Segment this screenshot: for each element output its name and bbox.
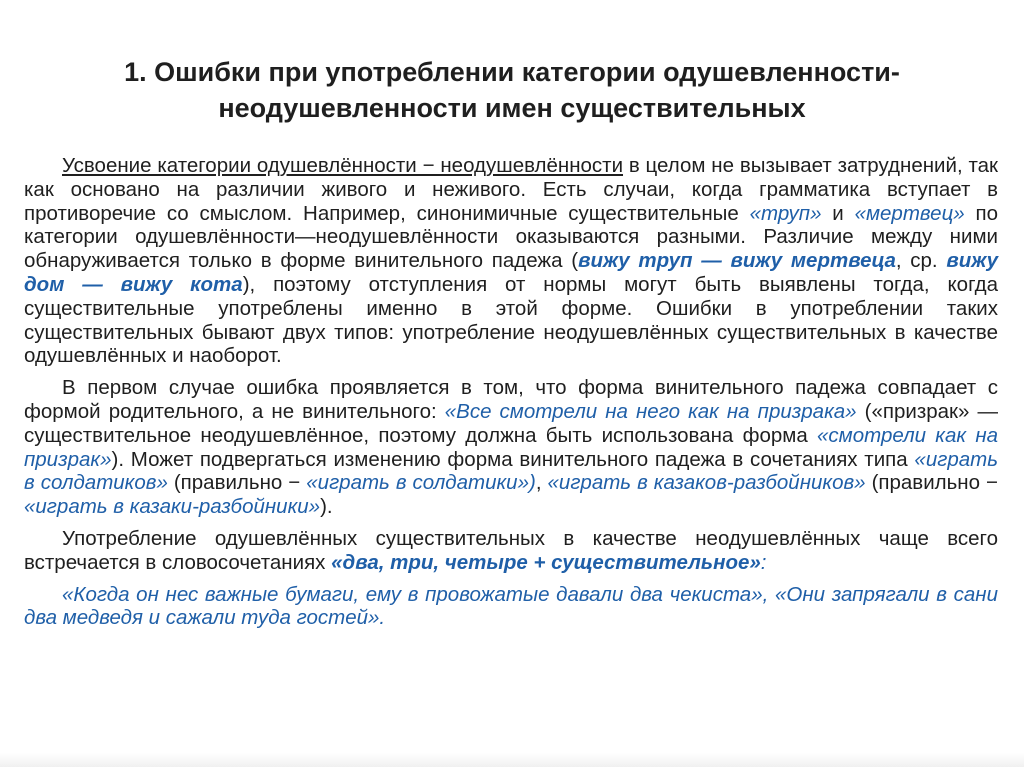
example: вижу труп — вижу мертвеца [578, 249, 896, 273]
example: «мертвец» [854, 201, 965, 225]
text: : [760, 550, 767, 574]
text: по категории одушевлённости—неодушевлённости оказываются разными. Различие между ними обнаруживается только в форме винительного падежа ( [24, 201, 998, 273]
example: «смотрели как на призрак» [24, 423, 998, 471]
example: «труп» [749, 201, 822, 225]
slide-title: 1. Ошибки при употреблении категории одушевленности-неодушевленности имен существительных [124, 57, 900, 123]
text: (правильно − [167, 471, 307, 495]
example: «играть в казаков-разбойников» [547, 471, 866, 495]
text: , ср. [895, 249, 947, 273]
text: и [821, 201, 855, 225]
paragraph-1 [24, 154, 998, 368]
example: «Когда он нес важные бумаги, ему в провожатые давали два чекиста», «Они запрягали в сани два медведя и сажали туда гостей». [24, 582, 998, 630]
paragraph-3 [24, 527, 998, 575]
example: «два, три, четыре + существительное» [331, 550, 761, 574]
text: В первом случае ошибка проявляется в том, что форма винительного падежа совпадает с формой родительного, а не винительного: [24, 376, 998, 423]
text: в целом не вызывает затруднений, так как основано на различии живого и неживого. Есть случаи, когда грамматика вступает в противоречие со смыслом. Например, синонимичные существительные [24, 154, 998, 225]
text: Употребление одушевлённых существительных в качестве неодушевлённых чаще всего встречается в словосочетаниях [24, 526, 998, 574]
underlined-term: Усвоение категории одушевлённости − неодушевлённости [62, 154, 624, 177]
text: , [535, 471, 548, 495]
text: (правильно − [865, 471, 998, 495]
text: ). [320, 495, 333, 519]
paragraph-4 [24, 583, 998, 631]
text: ). Может подвергаться изменению форма винительного падежа в сочетаниях типа [111, 447, 915, 471]
slide-bottom-edge [0, 753, 1024, 767]
slide-body [24, 154, 998, 638]
example: вижу дом — вижу кота [24, 249, 998, 296]
example: «играть в солдатиков» [24, 447, 998, 495]
example: «играть в солдатики») [306, 471, 536, 495]
text: ), поэтому отступления от нормы могут быть выявлены тогда, когда существительные употреблены именно в этой форме. Ошибки в употреблении таких существительных бывают двух типов: употребление неодушевлённых существительных в качестве одушевлённых и наоборот. [24, 272, 999, 368]
paragraph-2 [24, 376, 998, 519]
text: («призрак» — существительное неодушевлённое, поэтому должна быть использована форма [24, 399, 998, 447]
example: «играть в казаки-разбойники» [24, 495, 321, 519]
example: «Все смотрели на него как на призрака» [444, 399, 857, 423]
